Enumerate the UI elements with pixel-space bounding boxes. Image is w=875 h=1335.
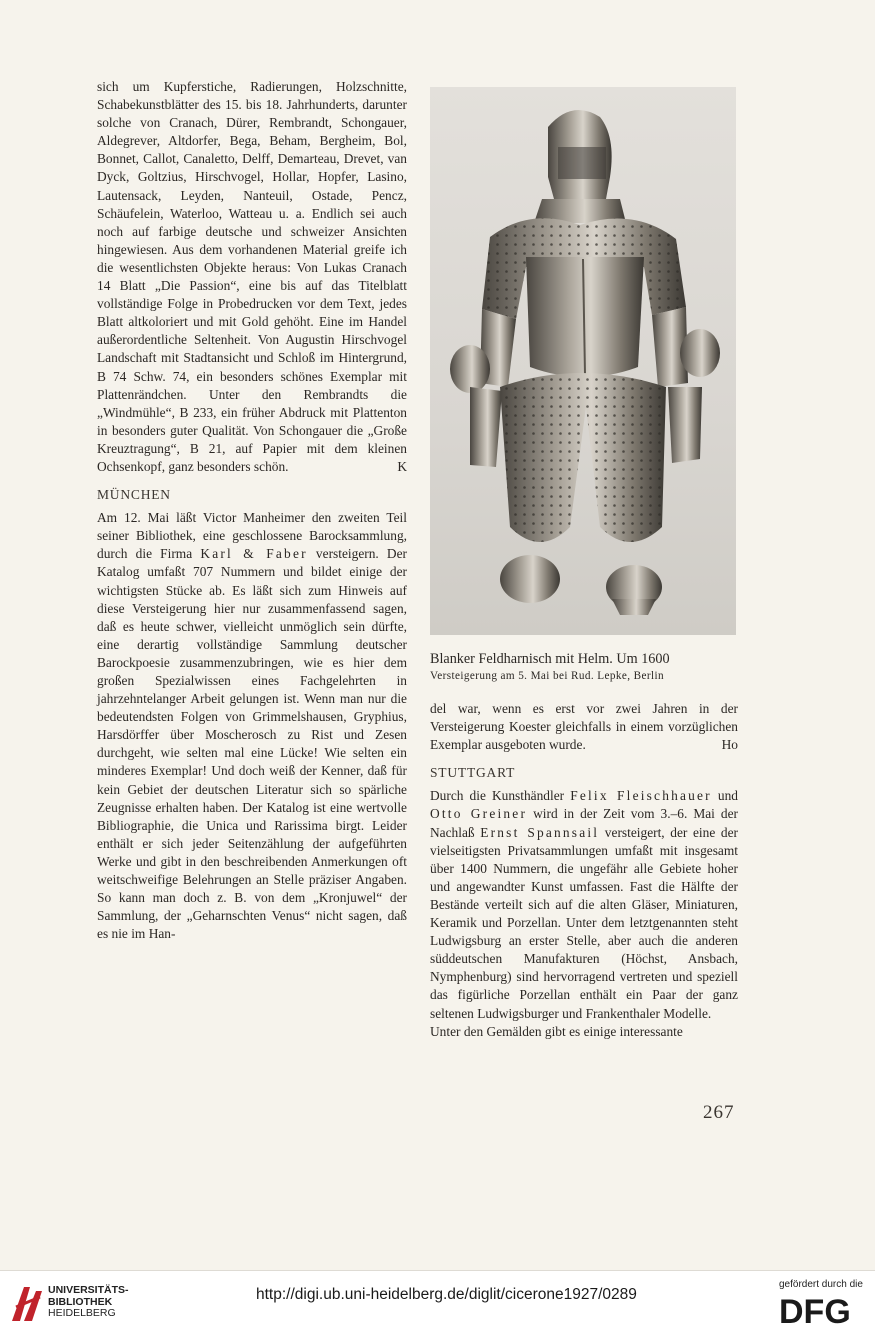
viewer-footer xyxy=(0,1270,875,1335)
author-sign: Ho xyxy=(721,737,738,753)
paragraph-text: sich um Kupferstiche, Radierungen, Holzschnitte, Schabekunstblätter des 15. bis 18. Jahrhunderts, darunter solche von Cranach, Dürer, Rembrandt, Schongauer, Aldegrever, Altdorfer, Bega, Beham, Bergheim, Bol, Bonnet, Callot, Canaletto, Delff, Demarteau, Drevet, van Dyck, Goltzius, Hirschvogel, Hollar, Hopfer, Lasino, Lautensack, Leyden, Nanteuil, Ostade, Pencz, Schäufelein, Waterloo, Watteau u. a. Endlich sei auch noch auf farbige deutsche und schweizer Ansichten hingewiesen. Aus dem vorhandenen Material greife ich die wesentlichsten Objekte heraus: Von Lukas Cranach 14 Blatt „Die Passion“, eine bis auf das Titelblatt vollständige Folge in Probedrucken vor dem Text, jedes Blatt altkoloriert und mit Gold gehöht. Eine im Handel außerordentliche Seltenheit. Von Augustin Hirschvogel Landschaft mit Stadtansicht und Schloß im Hintergrund, B 74 Schw. 74, ein besonders schönes Exemplar mit Plattenrändchen. Unter den Rembrandts die „Windmühle“, B 233, ein früher Abdruck mit Plattenton in besonders guter Qualität. Von Schongauer die „Große Kreuztragung“, B 21, auf Papier mit dem kleinen Ochsenkopf, ganz besonders schön. xyxy=(97,79,407,474)
left-column xyxy=(97,78,407,943)
dfg-logo-text: DFG xyxy=(779,1294,851,1326)
paragraph-text: Am 12. Mai läßt Victor Manheimer den zweiten Teil seiner Bibliothek, eine geschlossene Barocksammlung, durch die Firma xyxy=(97,510,407,562)
paragraph-paintings: Unter den Gemälden gibt es einige interessante xyxy=(430,1023,683,1039)
paragraph-munich xyxy=(97,509,407,943)
section-heading-munich: MÜNCHEN xyxy=(97,487,171,503)
page-number: 267 xyxy=(703,1102,735,1123)
paragraph-text: versteigert, der eine der vielseitigsten Privatsammlungen umfaßt mit insgesamt über 1400 Nummern, die ungefähr alle Gebiete hoher und angewandter Kunst umfassen. Fast die Hälfte der Bestände verteilt sich auf die alten Gläser, Miniaturen, Keramik und Porzellan. Unter dem letztgenannten steht Ludwigsburg an erster Stelle, aber auch die anderen süddeutschen Manufakturen (Höchst, Ansbach, Nymphenburg) sind hervorragend vertreten und speziell das figürliche Porzellan enthält ein Paar der ganz seltenen Ludwigsburger und Frankenthaler Modelle. xyxy=(430,824,738,1021)
paragraph-text: del war, wenn es erst vor zwei Jahren in der Versteigerung Koester gleichfalls in einem vorzüglichen Exemplar ausgeboten wurde. xyxy=(430,701,738,753)
paragraph-text: versteigern. Der Katalog umfaßt 707 Nummern und bildet einige der wichtigsten Stücke ab. Es läßt sich zum Hinweis auf diese Versteigerung hier nur zusammenfassend sagen, daß es heute schwer, vielleicht unmöglich sein dürfte, eine derartig vollständige Sammlung deutscher Barockpoesie zusammenzubringen, wie es hier dem großen Spezialwissen eines Fachgelehrten in jahrzehntelanger Arbeit gelungen ist. Wenn man nur die bedeutendsten Folgen von Grimmelshausen, Gryphius, Harsdörffer über Moscherosch zu Rist und Zesen durchgeht, wie selten mal eine Lücke! Wie selten ein minderes Exemplar! Und doch weiß der Kenner, daß für kein Gebiet der deutschen Literatur sich so spärliche Zeugnisse erhalten haben. Der Katalog ist eine wertvolle Bibliographie, die Unica und Rarissima birgt. Leider enthält er sich jeder Seitenzählung der aufgeführten Werke und gibt in den beschreibenden Anmerkungen oft weitschweifige Belehrungen an Stelle präziser Angaben. So kann man doch z. B. von dem „Kronjuwel“ der Sammlung, der „Geharnschten Venus“ nicht sagen, daß es nie im Han- xyxy=(97,546,407,942)
firm-name: Karl & Faber xyxy=(200,546,308,562)
paragraph-stuttgart xyxy=(430,787,738,1022)
library-name-line: UNIVERSITÄTS- xyxy=(48,1284,129,1296)
dfg-logo-icon[interactable] xyxy=(779,1294,865,1326)
paragraph-prints xyxy=(97,78,407,476)
paragraph-text: Durch die Kunsthändler xyxy=(430,788,571,804)
library-name-line: HEIDELBERG xyxy=(48,1307,116,1319)
caption-subtitle: Versteigerung am 5. Mai bei Rud. Lepke, Berlin xyxy=(430,670,665,682)
dealer-name: Otto Greiner xyxy=(430,806,528,822)
author-sign: K xyxy=(397,458,407,474)
paragraph-text: und xyxy=(711,788,738,804)
dealer-name: Felix Fleischhauer xyxy=(570,788,712,804)
library-name-line: BIBLIOTHEK xyxy=(48,1295,113,1308)
section-heading-stuttgart: STUTTGART xyxy=(430,765,516,781)
armor-image xyxy=(430,87,736,635)
paragraph-continuation xyxy=(430,700,738,754)
paragraph-text: wird in der Zeit vom 3.–6. Mai der Nachlaß xyxy=(430,806,738,840)
caption-title: Blanker Feldharnisch mit Helm. Um 1600 xyxy=(430,651,670,667)
estate-name: Ernst Spannsail xyxy=(480,824,600,840)
figure-caption xyxy=(430,650,740,684)
library-name[interactable] xyxy=(48,1285,129,1320)
sponsor-label: gefördert durch die xyxy=(779,1279,863,1290)
right-column xyxy=(430,700,738,1041)
armor-illustration xyxy=(430,87,736,635)
permalink-url[interactable]: http://digi.ub.uni-heidelberg.de/diglit/cicerone1927/0289 xyxy=(256,1286,637,1303)
